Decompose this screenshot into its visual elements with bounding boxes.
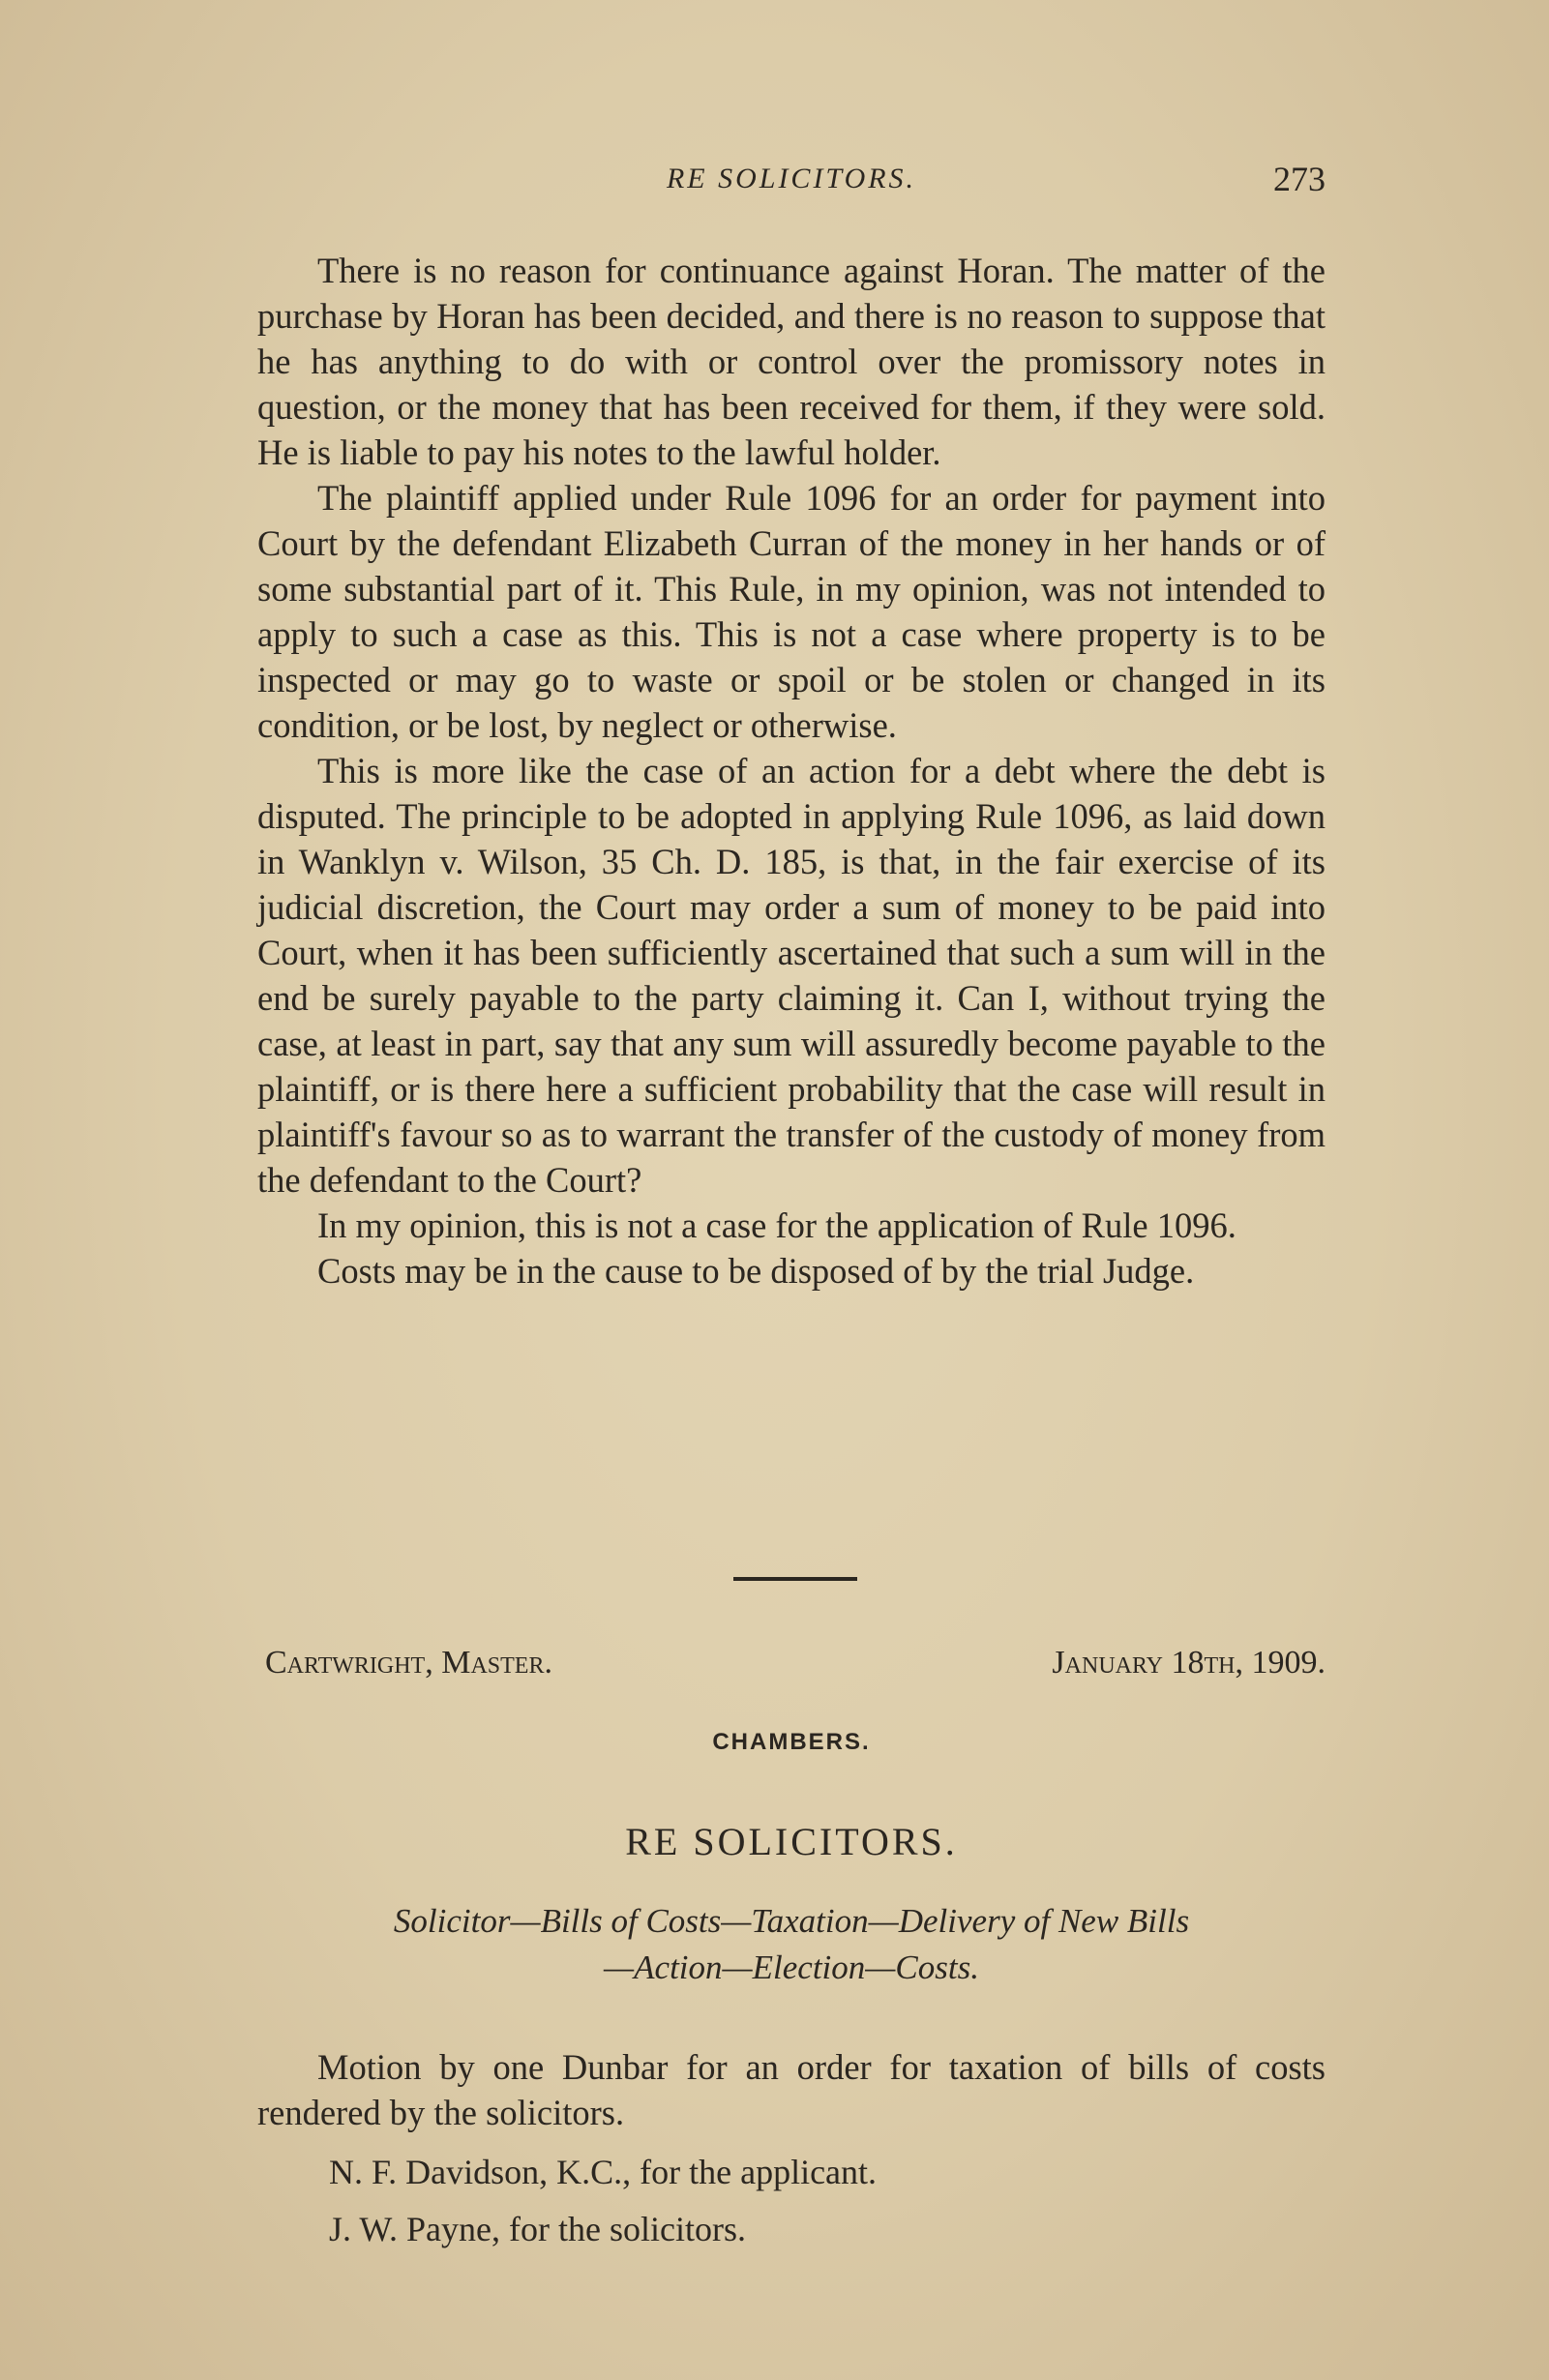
judgment-body xyxy=(257,248,1326,1294)
paragraph: In my opinion, this is not a case for the application of Rule 1096. xyxy=(317,1205,1236,1245)
page-number: 273 xyxy=(1273,160,1326,198)
paragraph: Motion by one Dunbar for an order for taxation of bills of costs rendered by the solicitors. xyxy=(257,2047,1326,2132)
headnote xyxy=(257,1898,1326,1991)
running-head xyxy=(257,160,1326,205)
section-divider xyxy=(733,1577,857,1581)
paragraph: The plaintiff applied under Rule 1096 for an order for payment into Court by the defendant Elizabeth Curran of the money in her hands or of some substantial part of it. This Rule, in my opinion, was not intended to apply to such a case as this. This is not a case where property is to be inspected or may go to waste or spoil or be stolen or changed in its condition, or be lost, by neglect or otherwise. xyxy=(257,478,1326,745)
counsel-solicitors: J. W. Payne, for the solicitors. xyxy=(329,2210,746,2248)
headnote-line: —Action—Election—Costs. xyxy=(604,1949,979,1986)
paragraph: Costs may be in the cause to be disposed of by the trial Judge. xyxy=(317,1251,1195,1291)
court-label: CHAMBERS. xyxy=(712,1729,871,1755)
paragraph: This is more like the case of an action for a debt where the debt is disputed. The principle to be adopted in applying Rule 1096, as laid down in Wanklyn v. Wilson, 35 Ch. D. 185, is that, in the fair exercise of its judicial discretion, the Court may order a sum of money to be paid into Court, when it has been sufficiently ascertained that such a sum will in the end be surely payable to the party claiming it. Can I, without trying the case, at least in part, say that any sum will assuredly become payable to the plaintiff, or is there here a sufficient probability that the case will result in plaintiff's favour so as to warrant the transfer of the custody of money from the defendant to the Court? xyxy=(257,751,1326,1200)
counsel-applicant: N. F. Davidson, K.C., for the applicant. xyxy=(329,2153,878,2191)
dateline xyxy=(265,1645,1326,1681)
judgment-date: January 18th, 1909. xyxy=(1052,1645,1326,1681)
judge-name: Cartwright, Master. xyxy=(265,1645,552,1681)
motion-text xyxy=(257,2044,1326,2135)
running-title: RE SOLICITORS. xyxy=(666,163,917,194)
case-title: RE SOLICITORS. xyxy=(625,1820,958,1863)
paragraph: There is no reason for continuance against Horan. The matter of the purchase by Horan has been decided, and there is no reason to suppose that he has anything to do with or control over the promissory notes in question, or the money that has been received for them, if they were sold. He is liable to pay his notes to the lawful holder. xyxy=(257,251,1326,472)
headnote-line: Solicitor—Bills of Costs—Taxation—Delivery of New Bills xyxy=(393,1902,1190,1940)
